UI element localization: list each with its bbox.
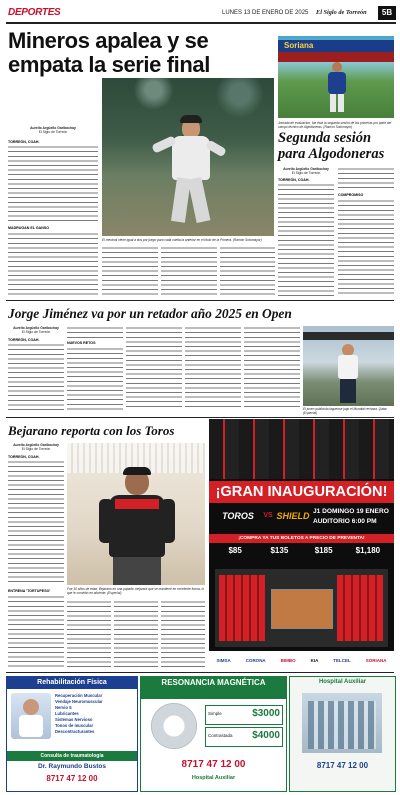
story1-dateline: TORREÓN, COAH. (8, 140, 40, 144)
story3-col2-text (67, 326, 123, 338)
event-ad (209, 419, 394, 670)
price-4: $1,180 (355, 546, 381, 555)
story3-subhead: NUEVOS RETOS (67, 341, 96, 345)
hospital-name: Hospital Auxiliar (318, 679, 367, 685)
story1-photo-caption: El mexicali viene igual a dos por juego para cada vuelta la anterior en el título de la Primera. (Ramón Sotomayor) (102, 238, 262, 242)
story2-byline: Aurelio Argüello Garibochay El Siglo de Torreón (283, 167, 329, 176)
sponsor-3: BIMBO (280, 658, 296, 663)
resonance-label-2: Contrastada (208, 733, 233, 738)
rehab-doctor-label: Consulta de traumatología (7, 751, 137, 761)
team-away-logo: SHIELD (276, 511, 310, 521)
rehab-title: Rehabilitación Física (7, 677, 137, 689)
resonance-price-box-2 (205, 727, 283, 747)
story4-headline: Bejarano reporta con los Toros (8, 423, 175, 438)
golfer-figure (333, 344, 363, 404)
resonance-title: RESONANCIA MAGNÉTICA (141, 677, 286, 699)
story1-byline: Aurelio Argüello Garibochay El Siglo de Torreón (30, 126, 76, 135)
resonance-price-1: $3000 (252, 708, 280, 719)
story1-subhead: MADRUGAN EL GANSO (8, 226, 50, 230)
rehab-doctor: Dr. Raymundo Bustos (38, 763, 106, 770)
team-home-logo: TOROS (222, 511, 254, 521)
pitcher-photo (102, 78, 274, 236)
rehab-photo (11, 693, 51, 739)
player-figure (105, 469, 169, 585)
story2-subhead: COMPROMISO (338, 193, 364, 197)
resonance-hospital: Hospital Auxiliar (191, 775, 236, 781)
story2-dateline: TORREÓN, COAH. (278, 178, 310, 182)
hospital-ad (289, 676, 396, 792)
player-figure (326, 62, 348, 112)
hospital-building (302, 693, 382, 753)
story4-col1-text (8, 460, 64, 585)
story1-col3-text (161, 246, 217, 296)
masthead (6, 6, 396, 24)
issue-date: LUNES 13 DE ENERO DE 2025 (222, 10, 309, 16)
story4-subhead: ENTRENA 'TORTUPESO' (8, 589, 51, 593)
rehab-item: Recuperación Muscular (55, 693, 103, 698)
rehab-phone: 8717 47 12 00 (46, 774, 98, 783)
rehab-item: Nervio 5 (55, 705, 72, 710)
price-1: $85 (228, 546, 242, 555)
hospital-phone: 8717 47 12 00 (316, 761, 369, 770)
sponsor-6: SORIANA (365, 658, 387, 663)
page-number: 5B (378, 6, 396, 20)
story3-byline: Aurelio Argüello Garibochay El Siglo de Torreón (13, 326, 59, 335)
resonance-phone: 8717 47 12 00 (181, 759, 246, 770)
event-venue: AUDITORIO 6:00 PM (313, 518, 377, 525)
story3-dateline: TORREÓN, COAH. (8, 338, 40, 342)
story4-byline: Aurelio Argüello Garibochay El Siglo de Torreón (13, 443, 59, 452)
story2-headline: Segunda sesión para Algodoneras (278, 130, 385, 162)
event-title: ¡GRAN INAUGURACIÓN! (209, 481, 394, 503)
presale-label: ¡COMPRA YA TUS BOLETOS A PRECIO DE PREVENTA! (209, 534, 394, 543)
story3-photo-caption: El joven publicista laguense jugó el Mundial rechaza, Qatar. (Especial) (303, 407, 388, 415)
sponsor-5: TELCEL (333, 658, 351, 663)
section-logo: DEPORTES (8, 7, 61, 18)
story4-col1b-text (8, 595, 64, 667)
algodoneras-photo (278, 36, 394, 118)
story4-col2-text (67, 600, 111, 667)
story1-headline: Mineros apalea y se empata la serie final (8, 28, 210, 77)
divider-2 (6, 417, 394, 418)
resonance-price-box-1 (205, 705, 283, 725)
resonance-ad (140, 676, 287, 792)
brand-name: El Siglo de Torreón (316, 9, 367, 16)
divider-3 (6, 672, 394, 673)
resonance-label-1: Simple (208, 711, 222, 716)
story3-col5-text (244, 326, 300, 410)
story3-col3-text (126, 326, 182, 410)
team-players-banner (209, 419, 394, 479)
price-3: $185 (314, 546, 333, 555)
price-row (213, 546, 390, 566)
rehab-item: Descontracturantes (55, 729, 95, 734)
sponsor-2: CORONA (245, 658, 266, 663)
story2-photo-caption: Jornada de evaluación, fue ésta la segunda sesión de las primeras por parte del campo técnico de Algodoneras. (Ramón Sotomayor) (278, 121, 392, 129)
rehab-item: Lubricantes (55, 711, 79, 716)
stadium-banner (278, 40, 394, 52)
golfer-photo (303, 326, 394, 406)
event-day: J1 DOMINGO 19 ENERO (313, 508, 389, 515)
story3-headline: Jorge Jiménez va por un retador año 2025 en Open (8, 306, 292, 321)
story2-col1-text (278, 183, 334, 296)
price-2: $135 (270, 546, 289, 555)
sponsor-4: KIA (310, 658, 319, 663)
story4-col4-text (161, 600, 205, 667)
rehab-item: Sistemas Nervioso (55, 717, 93, 722)
resonance-price-2: $4000 (252, 730, 280, 741)
bejarano-photo (67, 443, 205, 585)
story1-col4-text (220, 246, 275, 296)
story2-col2b-text (338, 199, 394, 296)
sponsor-strip (209, 651, 394, 670)
resonance-machine (151, 703, 197, 749)
rehab-ad (6, 676, 138, 792)
vs-label: VS (263, 512, 273, 519)
divider-1 (6, 300, 394, 301)
story1-col2-text (102, 246, 158, 296)
story1-col1-text (8, 145, 98, 223)
rehab-item: Vendaje Neuromuscular (55, 699, 103, 704)
story4-photo-caption: Fue 30 años de edad, Bejarano en una papaíto mejorará que se mantiene en excelente forma, lo que le convirtió en aliciente. (Especial) (67, 587, 204, 595)
banner-text: Soriana (284, 41, 314, 50)
story4-dateline: TORREÓN, COAH. (8, 455, 40, 459)
story2-col2-text (338, 167, 394, 189)
story3-col4-text (185, 326, 241, 410)
rehab-list (55, 693, 135, 735)
rehab-item: Tonos de muscular (55, 723, 94, 728)
story4-col3-text (114, 600, 158, 667)
story1-col1b-text (8, 232, 98, 296)
pitcher-figure (160, 118, 220, 228)
arena-map (215, 569, 388, 647)
story3-col1-text (8, 343, 64, 410)
story3-col2b-text (67, 347, 123, 410)
stadium-lights (102, 78, 274, 118)
sponsor-1: SIMSA (216, 658, 231, 663)
